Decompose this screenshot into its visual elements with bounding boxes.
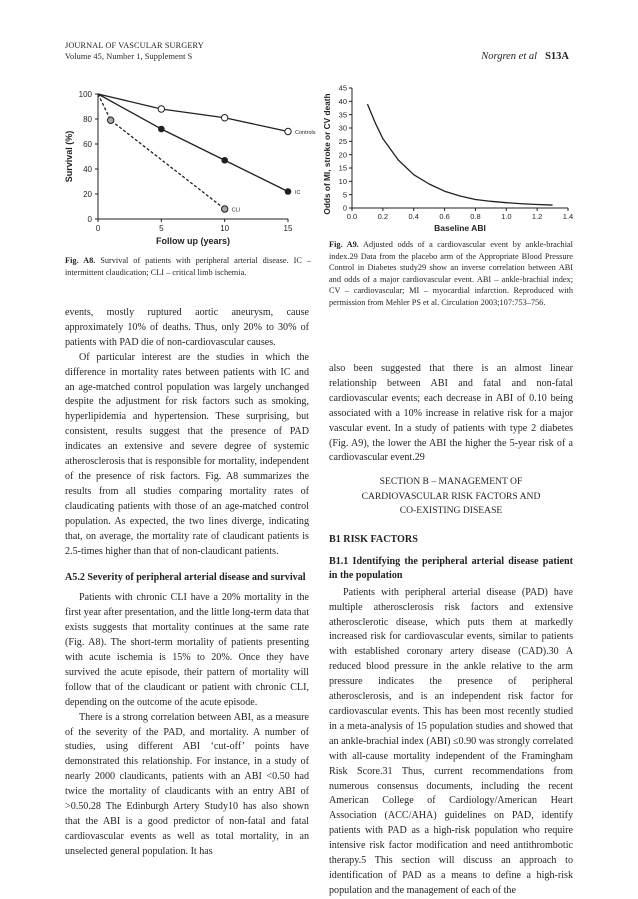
section-heading-b1: B1 RISK FACTORS (329, 533, 418, 545)
y-tick-label: 40 (338, 97, 347, 107)
x-tick-label: 15 (283, 224, 293, 233)
y-tick-label: 0 (342, 203, 347, 213)
figure-a9-caption (329, 239, 573, 309)
section-title-line: CO-EXISTING DISEASE (399, 505, 503, 517)
section-title-line: CARDIOVASCULAR RISK FACTORS AND (361, 490, 541, 502)
x-tick-label: 0.2 (377, 212, 389, 221)
y-tick-label: 0 (87, 215, 92, 224)
paragraph: Of particular interest are the studies in which the difference in mortality rates between patients with IC and an age-matched control population was largely unchanged despite the adjustment for risk factors such as smoking, hyperlipidemia and hypertension. These surprising, but consistent, results suggest that the presence of PAD indicates an extensive and severe degree of systemic atherosclerosis that is responsible for mortality, independent of the presence of risk factors. Fig. A8 summarizes the results from all studies comparing mortality rates of claudicating patients with those of an age-matched control population. As expected, the two lines diverge, indicating that, on average, the mortality rate of claudicant patients is 2.5-times higher than that of non-claudicant patients. (65, 351, 309, 557)
y-tick-label: 30 (338, 123, 347, 133)
section-b-title (329, 475, 573, 519)
x-tick-label: 0 (95, 224, 101, 233)
x-axis-title: Baseline ABI (434, 223, 486, 233)
paragraph: Patients with chronic CLI have a 20% mortality in the first year after presentation, and the little long-term data that exists suggests that mortality continues at the same rate (Fig. A8). The short-term mortality of patients presenting with acute ischemia is 15% to 20%. Once they have survived the acute episode, their pattern of mortality will follow that of the claudicant or patient with chronic CLI, depending on the outcome of the acute episode. (65, 592, 309, 708)
series-line-controls (98, 94, 288, 132)
y-tick-label: 100 (78, 90, 92, 99)
series-label-cli: CLI (231, 207, 241, 214)
y-tick-label: 10 (338, 177, 347, 187)
figure-a9 (322, 83, 578, 234)
data-point-cli (221, 206, 227, 212)
odds-chart (322, 83, 578, 234)
journal-name: JOURNAL OF VASCULAR SURGERY (65, 41, 204, 50)
data-point-ic (222, 157, 228, 163)
series-line-ic (98, 94, 288, 192)
y-tick-label: 60 (83, 140, 92, 149)
right-column (329, 362, 573, 899)
figure-a8 (60, 84, 316, 249)
x-tick-label: 5 (159, 224, 164, 233)
y-axis-title: Survival (%) (64, 130, 74, 183)
y-tick-label: 80 (83, 115, 92, 124)
y-tick-label: 20 (83, 190, 92, 199)
figure-a8-caption (65, 255, 311, 278)
caption-label: Fig. A8. (65, 256, 96, 265)
paragraph: also been suggested that there is an almost linear relationship between ABI and fatal and non-fatal cardiovascular events; each decrease in ABI of 0.10 being associated with a 10% increase in relative risk for a major vascular event. In a study of patients with type 2 diabetes (Fig. A9), the lower the ABI the higher the 5-year risk of a cardiovascular event.29 (329, 363, 573, 464)
paragraph: There is a strong correlation between ABI, as a measure of the severity of the PAD, and mortality. A number of studies, using different ABI ‘cut-off’ points have demonstrated this relationship. For instance, in a study of nearly 2000 claudicants, patients with an ABI <0.50 had twice the mortality of claudicants with an entry ABI of >0.50.28 The Edinburgh Artery Study10 has also shown that the ABI is a good predictor of non-fatal and fatal cardiovascular events as well as total mortality, in an unselected general population. It has (65, 711, 309, 857)
x-tick-label: 1.0 (501, 212, 512, 221)
page-number: S13A (545, 51, 569, 62)
y-tick-label: 45 (338, 83, 347, 93)
y-tick-label: 20 (338, 150, 347, 160)
paragraph: events, mostly ruptured aortic aneurysm, cause approximately 10% of deaths. Thus, only 20% to 30% of patients with PAD die of non-cardiovascular causes. (65, 307, 309, 348)
y-tick-label: 15 (338, 163, 347, 173)
x-tick-label: 0.6 (439, 212, 450, 221)
data-point-cli (107, 117, 113, 123)
odds-curve (367, 104, 552, 205)
y-tick-label: 35 (338, 110, 347, 120)
journal-volume: Volume 45, Number 1, Supplement S (65, 52, 193, 61)
data-point-ic (285, 189, 291, 195)
section-title-line: SECTION B – MANAGEMENT OF (379, 476, 523, 488)
y-tick-label: 5 (342, 190, 347, 200)
series-label-ic: IC (295, 190, 301, 196)
x-tick-label: 0.0 (346, 212, 358, 221)
y-axis-title: Odds of MI, stroke or CV death (322, 93, 332, 215)
data-point-controls (285, 128, 291, 134)
x-tick-label: 0.8 (470, 212, 481, 221)
caption-text: Adjusted odds of a cardiovascular event by ankle-brachial index.29 Data from the placebo arm of the Appropriate Blood Pressure Control in Diabetes study29 show an inverse correlation between ABI and odds of a major cardiovascular event. ABI – ankle-brachial index; CV – cardiovascular; MI – myocardial infarction. Reproduced with permission from Mehler PS et al. Circulation 2003;107:753–756. (329, 240, 573, 307)
paragraph: Patients with peripheral arterial disease (PAD) have multiple atherosclerosis risk factors and extensive atherosclerotic disease, which puts them at markedly increased risk for cardiovascular events, similar to patients with established coronary artery disease (CAD).30 A reduced blood pressure in the ankle relative to the arm pressure indicates the presence of peripheral atherosclerosis, and is an independent risk factor for cardiovascular events. This has been most recently studied in a meta-analysis of 15 population studies and showed that an ankle-brachial index (ABI) ≤0.90 was strongly correlated with all-cause mortality independent of the Framingham Risk Score.31 Thus, current recommendations from numerous consensus documents, including the recent American College of Cardiology/American Heart Association (ACC/AHA) guidelines on PAD, identify patients with PAD as a high-risk population who require intensive risk factor modification and need antithrombotic therapy.5 This section will discuss an approach to identification of PAD as a means to define a high-risk population and the management of each of the (329, 586, 573, 896)
x-tick-label: 10 (220, 224, 230, 233)
y-tick-label: 25 (338, 137, 347, 147)
series-label-controls: Controls (295, 130, 316, 136)
section-heading-b1-1: B1.1 Identifying the peripheral arterial disease patient in the population (329, 555, 573, 581)
x-axis-title: Follow up (years) (155, 236, 231, 246)
data-point-controls (158, 106, 164, 112)
survival-chart (60, 84, 316, 249)
page-header-right (481, 51, 569, 62)
x-tick-label: 1.2 (531, 212, 543, 221)
section-heading-a5-2: A5.2 Severity of peripheral arterial disease and survival (65, 572, 306, 584)
author-line: Norgren et al (481, 51, 538, 62)
caption-text: Survival of patients with peripheral arterial disease. IC – intermittent claudication; CLI – critical limb ischemia. (65, 256, 311, 277)
left-column (65, 306, 309, 860)
x-tick-label: 1.4 (562, 212, 574, 221)
x-tick-label: 0.4 (408, 212, 419, 221)
y-tick-label: 40 (83, 165, 92, 174)
data-point-ic (159, 126, 165, 132)
data-point-controls (221, 115, 227, 121)
running-header (65, 40, 204, 62)
caption-label: Fig. A9. (329, 240, 359, 249)
